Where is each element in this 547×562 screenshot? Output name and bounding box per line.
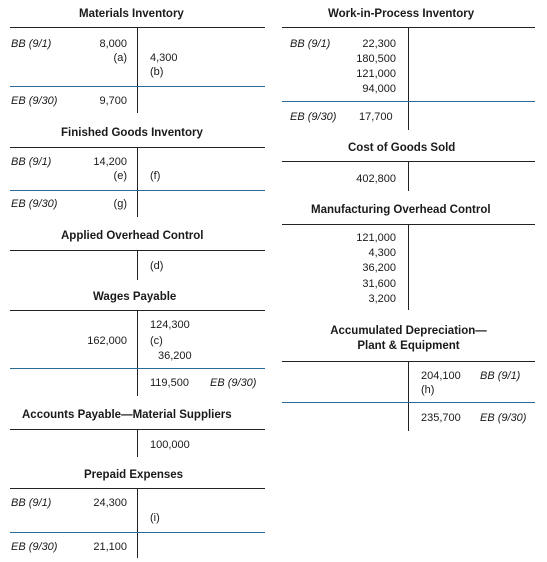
account-title-line2: Plant & Equipment <box>357 340 460 352</box>
credit-value: 36,200 <box>158 350 192 362</box>
account-title: Materials Inventory <box>79 8 184 20</box>
account-title: Applied Overhead Control <box>61 230 204 242</box>
entry-a-label: (a) <box>113 52 127 64</box>
entry-h-label: (h) <box>421 384 435 396</box>
account-title: Cost of Goods Sold <box>348 142 456 154</box>
account-title: Accounts Payable—Material Suppliers <box>22 409 232 421</box>
balance-line <box>10 532 265 533</box>
debit-value: 4,300 <box>368 247 396 259</box>
t-divider <box>408 161 409 191</box>
eb-label: EB (9/30) <box>480 412 527 424</box>
account-title: Prepaid Expenses <box>84 469 184 481</box>
credit-value: 100,000 <box>150 439 190 451</box>
eb-value: 17,700 <box>359 111 393 123</box>
t-divider <box>408 224 409 310</box>
eb-value: 21,100 <box>93 541 127 553</box>
account-title: Finished Goods Inventory <box>61 127 203 139</box>
eb-value: 235,700 <box>421 412 461 424</box>
entry-d-label: (d) <box>150 260 164 272</box>
credit-value: 124,300 <box>150 319 190 331</box>
balance-line <box>10 86 265 87</box>
debit-value: 22,300 <box>362 38 396 50</box>
debit-value: 180,500 <box>356 53 396 65</box>
credit-value: 4,300 <box>150 52 178 64</box>
debit-value: 31,600 <box>362 278 396 290</box>
eb-value: 9,700 <box>99 95 127 107</box>
debit-value: 94,000 <box>362 83 396 95</box>
account-title: Manufacturing Overhead Control <box>311 204 491 216</box>
t-divider <box>137 310 138 396</box>
entry-i-label: (i) <box>150 512 160 524</box>
bb-label: BB (9/1) <box>11 156 52 168</box>
bb-value: 8,000 <box>99 38 127 50</box>
bb-label: BB (9/1) <box>11 38 52 50</box>
entry-g-label: (g) <box>113 198 127 210</box>
eb-label: EB (9/30) <box>11 541 58 553</box>
eb-label: EB (9/30) <box>11 198 58 210</box>
t-divider <box>137 488 138 558</box>
t-divider <box>137 147 138 217</box>
eb-value: 119,500 <box>150 377 189 389</box>
debit-value: 3,200 <box>368 293 396 305</box>
t-divider <box>408 27 409 130</box>
bb-value: 24,300 <box>93 497 127 509</box>
entry-b-label: (b) <box>150 66 164 78</box>
eb-label: EB (9/30) <box>11 95 58 107</box>
t-divider <box>408 361 409 431</box>
debit-value: 36,200 <box>362 262 396 274</box>
bb-label: BB (9/1) <box>290 38 331 50</box>
balance-line <box>282 402 535 403</box>
eb-label: EB (9/30) <box>290 111 337 123</box>
entry-f-label: (f) <box>150 170 161 182</box>
debit-value: 121,000 <box>356 68 396 80</box>
t-divider <box>137 429 138 457</box>
balance-line <box>282 101 535 102</box>
account-title: Work-in-Process Inventory <box>328 8 475 20</box>
balance-line <box>10 368 265 369</box>
debit-value: 162,000 <box>87 335 127 347</box>
bb-value: 204,100 <box>421 370 461 382</box>
t-divider <box>137 27 138 113</box>
debit-value: 121,000 <box>356 232 396 244</box>
bb-label: BB (9/1) <box>11 497 52 509</box>
balance-line <box>10 190 265 191</box>
t-divider <box>137 250 138 280</box>
bb-label: BB (9/1) <box>480 370 521 382</box>
debit-value: 402,800 <box>356 173 396 185</box>
entry-e-label: (e) <box>113 170 127 182</box>
bb-value: 14,200 <box>93 156 127 168</box>
entry-c-label: (c) <box>150 335 163 347</box>
account-title-line1: Accumulated Depreciation— <box>330 325 487 337</box>
account-title: Wages Payable <box>93 291 177 303</box>
eb-label: EB (9/30) <box>210 377 257 389</box>
